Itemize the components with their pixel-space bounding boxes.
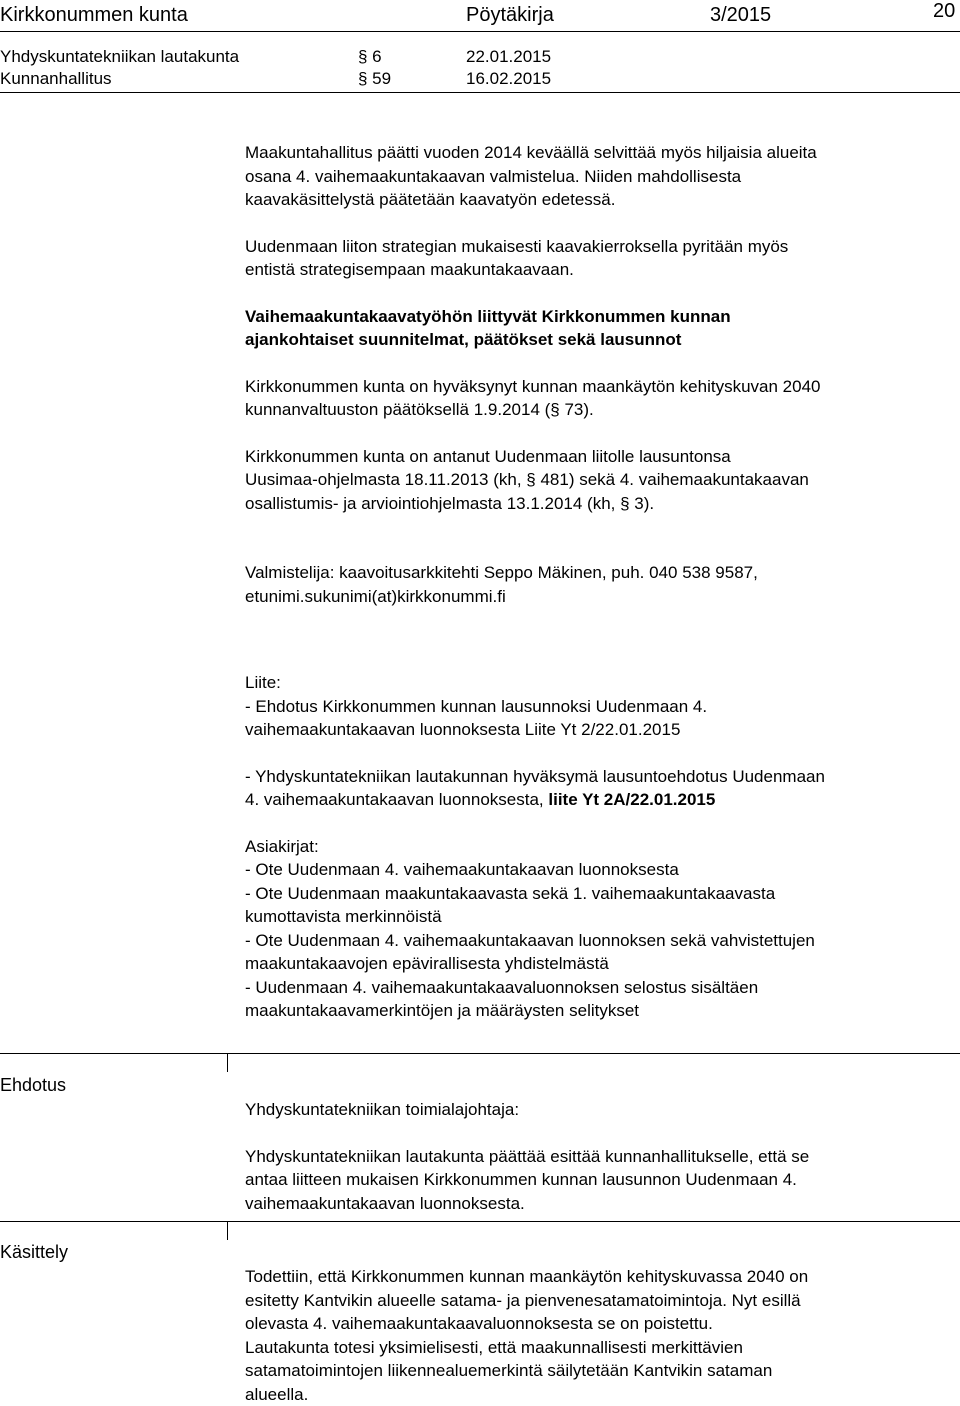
handling-tick	[227, 1222, 228, 1240]
page-number: 20	[933, 0, 955, 24]
text-line: osana 4. vaihemaakuntakaavan valmistelua. Niiden mahdollisesta	[245, 165, 957, 189]
text-line: Lautakunta totesi yksimielisesti, että maakunnallisesti merkittävien	[245, 1336, 957, 1360]
document-item: maakuntakaavamerkintöjen ja määräysten selitykset	[245, 999, 957, 1023]
attachments	[245, 671, 957, 812]
text-line: Uudenmaan liiton strategian mukaisesti kaavakierroksella pyritään myös	[245, 235, 957, 259]
paragraph-kehityskuva	[245, 375, 957, 422]
text-line: olevasta 4. vaihemaakuntakaavaluonnoksesta se on poistettu.	[245, 1312, 957, 1336]
document-item: - Ote Uudenmaan 4. vaihemaakuntakaavan luonnoksen sekä vahvistettujen	[245, 929, 957, 953]
documents-label: Asiakirjat:	[245, 835, 957, 859]
handling-content	[245, 1265, 957, 1406]
attachment-item: - Yhdyskuntatekniikan lautakunnan hyväksymä lausuntoehdotus Uudenmaan	[245, 765, 957, 789]
text-line: Yhdyskuntatekniikan lautakunta päättää esittää kunnanhallitukselle, että se	[245, 1145, 957, 1169]
text-line: kaavakäsittelystä päätetään kaavatyön edetessä.	[245, 188, 957, 212]
attachments-label: Liite:	[245, 671, 957, 695]
text-line: kunnanvaltuuston päätöksellä 1.9.2014 (§ 73).	[245, 398, 957, 422]
document-type: Pöytäkirja	[466, 2, 554, 28]
header-body-1: Yhdyskuntatekniikan lautakunta	[0, 46, 239, 68]
text-line: Uusimaa-ohjelmasta 18.11.2013 (kh, § 481) sekä 4. vaihemaakuntakaavan	[245, 468, 957, 492]
header-bottom-rule	[0, 92, 960, 93]
header-body-2: Kunnanhallitus	[0, 68, 112, 90]
text-line: Todettiin, että Kirkkonummen kunnan maankäytön kehityskuvassa 2040 on	[245, 1265, 957, 1289]
text-line: etunimi.sukunimi(at)kirkkonummi.fi	[245, 585, 957, 609]
heading-line: ajankohtaiset suunnitelmat, päätökset sekä lausunnot	[245, 328, 957, 352]
proposal-rule	[0, 1053, 960, 1054]
document-item: maakuntakaavojen epävirallisesta yhdistelmästä	[245, 952, 957, 976]
documents	[245, 835, 957, 1023]
text-line: antaa liitteen mukaisen Kirkkonummen kunnan lausunnon Uudenmaan 4.	[245, 1168, 957, 1192]
text-line: osallistumis- ja arviointiohjelmasta 13.1.2014 (kh, § 3).	[245, 492, 957, 516]
header-section-2: § 59	[358, 68, 391, 90]
heading-line: Vaihemaakuntakaavatyöhön liittyvät Kirkkonummen kunnan	[245, 305, 957, 329]
paragraph-lausunnot	[245, 445, 957, 516]
handling-rule	[0, 1221, 960, 1222]
text-line: vaihemaakuntakaavan luonnoksesta.	[245, 1192, 957, 1216]
paragraph-strategia	[245, 235, 957, 282]
attachment-item: - Ehdotus Kirkkonummen kunnan lausunnoksi Uudenmaan 4.	[245, 695, 957, 719]
text-line: satamatoimintojen liikennealuemerkintä säilytetään Kantvikin sataman	[245, 1359, 957, 1383]
text-line: esitetty Kantvikin alueelle satama- ja pienvenesatamatoimintoja. Nyt esillä	[245, 1289, 957, 1313]
text-line: entistä strategisempaan maakuntakaavaan.	[245, 258, 957, 282]
document-item: - Uudenmaan 4. vaihemaakuntakaavaluonnoksen selostus sisältäen	[245, 976, 957, 1000]
text-line: Valmistelija: kaavoitusarkkitehti Seppo Mäkinen, puh. 040 538 9587,	[245, 561, 957, 585]
text-line: alueella.	[245, 1383, 957, 1406]
header-date-2: 16.02.2015	[466, 68, 551, 90]
section-heading	[245, 305, 957, 352]
document-item: - Ote Uudenmaan maakuntakaavasta sekä 1. vaihemaakuntakaavasta	[245, 882, 957, 906]
proposal-content	[245, 1098, 957, 1215]
paragraph-hiljaiset-alueet	[245, 141, 957, 212]
attachment-reference: liite Yt 2A/22.01.2015	[548, 790, 715, 809]
text-line: Kirkkonummen kunta on antanut Uudenmaan liitolle lausuntonsa	[245, 445, 957, 469]
org-name: Kirkkonummen kunta	[0, 2, 188, 28]
preparer-info	[245, 561, 957, 608]
document-number: 3/2015	[710, 2, 771, 28]
proposal-tick	[227, 1054, 228, 1072]
attachment-text: 4. vaihemaakuntakaavan luonnoksesta,	[245, 790, 548, 809]
text-line: Maakuntahallitus päätti vuoden 2014 keväällä selvittää myös hiljaisia alueita	[245, 141, 957, 165]
header-date-1: 22.01.2015	[466, 46, 551, 68]
proposal-label: Ehdotus	[0, 1074, 66, 1097]
header-rule	[0, 31, 960, 32]
attachment-item: vaihemaakuntakaavan luonnoksesta Liite Yt 2/22.01.2015	[245, 718, 957, 742]
document-item: kumottavista merkinnöistä	[245, 905, 957, 929]
header-section-1: § 6	[358, 46, 382, 68]
document-item: - Ote Uudenmaan 4. vaihemaakuntakaavan luonnoksesta	[245, 858, 957, 882]
main-content	[245, 141, 957, 1023]
attachment-item	[245, 788, 957, 812]
text-line: Kirkkonummen kunta on hyväksynyt kunnan maankäytön kehityskuvan 2040	[245, 375, 957, 399]
handling-label: Käsittely	[0, 1241, 68, 1264]
proposer: Yhdyskuntatekniikan toimialajohtaja:	[245, 1098, 957, 1122]
